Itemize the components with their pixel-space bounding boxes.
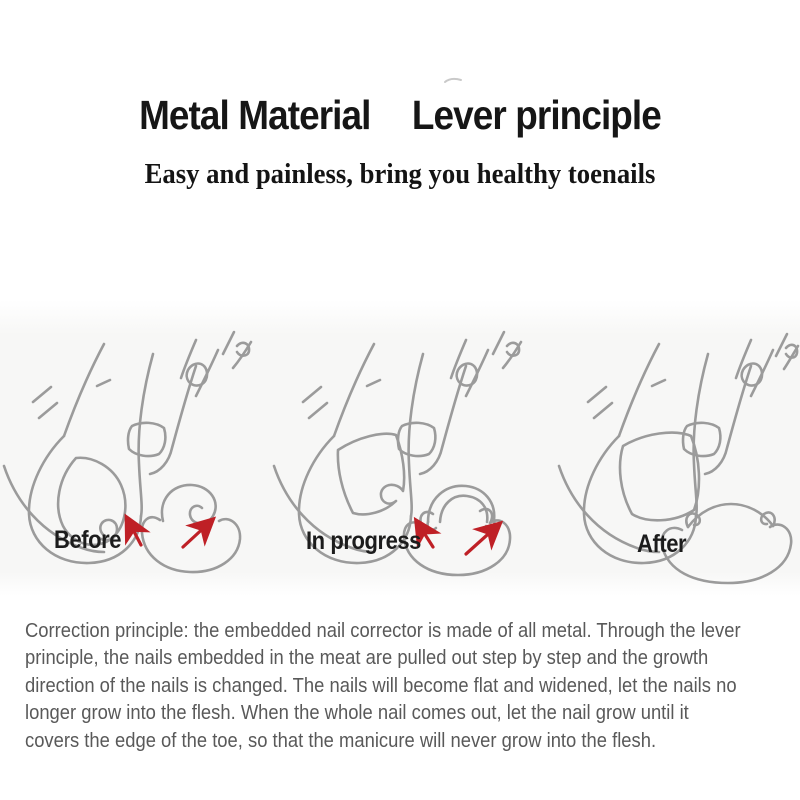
flat-nail-dome bbox=[688, 504, 773, 527]
knuckle-dash bbox=[367, 380, 380, 386]
paragraph-line: direction of the nails is changed. The nails will become flat and widened, let the nails no bbox=[25, 674, 737, 697]
lever-arrow-right bbox=[466, 527, 496, 554]
stage-label-after: After bbox=[637, 530, 687, 558]
page-title bbox=[40, 92, 760, 139]
title-lever-principle: Lever principle bbox=[411, 92, 661, 138]
second-toenail bbox=[683, 423, 720, 456]
toe-gap-line bbox=[694, 354, 708, 516]
emphasis-dash bbox=[594, 403, 612, 418]
emphasis-dash bbox=[303, 387, 321, 402]
stage-label-in-progress: In progress bbox=[306, 527, 421, 555]
paragraph-line: principle, the nails embedded in the meat are pulled out step by step and the growth bbox=[25, 647, 709, 670]
correction-principle-paragraph bbox=[25, 618, 761, 755]
emphasis-dash bbox=[309, 403, 327, 418]
second-toenail bbox=[128, 423, 165, 456]
foot-outline bbox=[334, 344, 374, 436]
corrector-arch-outer bbox=[428, 486, 494, 522]
toe-illustration-before-icon bbox=[0, 330, 260, 592]
toe-gap-line bbox=[409, 354, 423, 516]
second-toenail bbox=[398, 423, 435, 456]
toe-cross-section bbox=[142, 517, 240, 572]
emphasis-dash bbox=[588, 387, 606, 402]
foot-outline bbox=[619, 344, 659, 436]
fourth-toe-line bbox=[776, 334, 787, 356]
foot-outline bbox=[64, 344, 104, 436]
corrector-end-curl-left bbox=[428, 522, 436, 530]
fourth-toe-line bbox=[223, 332, 234, 354]
paragraph-line: covers the edge of the toe, so that the manicure will never grow into the flesh. bbox=[25, 729, 657, 752]
lever-arrow-right bbox=[183, 523, 209, 547]
page-subtitle: Easy and painless, bring you healthy toenails bbox=[144, 158, 656, 190]
title-metal-material: Metal Material bbox=[139, 92, 371, 138]
big-toenail-lifting bbox=[338, 434, 404, 515]
big-toenail-healthy bbox=[620, 433, 699, 521]
fourth-toe-line bbox=[493, 332, 504, 354]
emphasis-dash bbox=[39, 403, 57, 418]
toe-gap-line bbox=[139, 354, 153, 516]
paragraph-line: longer grow into the flesh. When the whole nail comes out, let the nail grow until it bbox=[25, 702, 689, 725]
emphasis-dash bbox=[33, 387, 51, 402]
stage-panel-before bbox=[0, 330, 260, 592]
corrector-arch-inner bbox=[440, 496, 487, 522]
stage-label-before: Before bbox=[54, 526, 122, 554]
paragraph-line: Correction principle: the embedded nail corrector is made of all metal. Through the lever bbox=[25, 620, 741, 642]
faint-squiggle-mark bbox=[443, 74, 465, 86]
curled-nail-spiral bbox=[162, 485, 216, 523]
knuckle-dash bbox=[652, 380, 665, 386]
knuckle-dash bbox=[97, 380, 110, 386]
